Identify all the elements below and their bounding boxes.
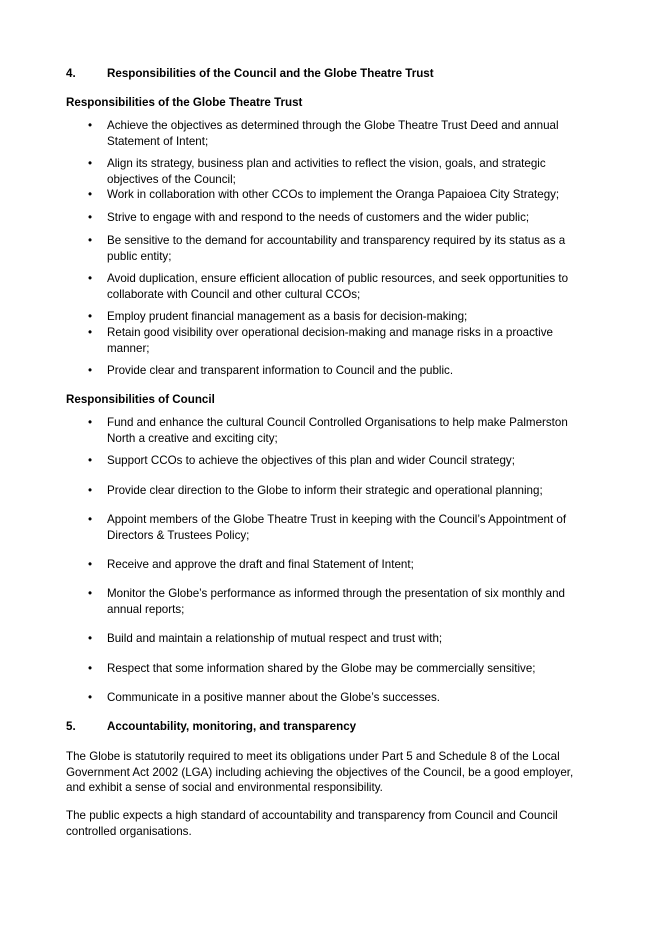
council-item-6: Monitor the Globe’s performance as informed through the presentation of six monthly and annual reports; xyxy=(107,587,565,616)
trust-heading: Responsibilities of the Globe Theatre Trust xyxy=(66,96,303,109)
council-item-3: Provide clear direction to the Globe to inform their strategic and operational planning; xyxy=(107,484,543,497)
bullet-icon: • xyxy=(88,211,93,224)
bullet-icon: • xyxy=(88,691,93,704)
trust-item-1: Achieve the objectives as determined through the Globe Theatre Trust Deed and annual Statement of Intent; xyxy=(107,119,559,148)
section-5-title: Accountability, monitoring, and transparency xyxy=(107,720,357,733)
bullet-icon: • xyxy=(88,513,93,526)
trust-item-2: Align its strategy, business plan and activities to reflect the vision, goals, and strategic objectives of the Council; xyxy=(107,157,546,186)
council-item-4: Appoint members of the Globe Theatre Trust in keeping with the Council’s Appointment of Directors & Trustees Policy; xyxy=(107,513,567,542)
bullet-icon: • xyxy=(88,587,93,600)
trust-item-3: Work in collaboration with other CCOs to implement the Oranga Papaioea City Strategy; xyxy=(107,188,560,201)
bullet-icon: • xyxy=(88,364,93,377)
trust-item-4: Strive to engage with and respond to the needs of customers and the wider public; xyxy=(107,211,530,224)
section-5-paragraph-2: The public expects a high standard of accountability and transparency from Council and Council controlled organisations. xyxy=(66,809,558,838)
trust-item-7: Employ prudent financial management as a basis for decision-making; xyxy=(107,310,468,323)
council-item-9: Communicate in a positive manner about the Globe’s successes. xyxy=(107,691,440,704)
council-item-2: Support CCOs to achieve the objectives of this plan and wider Council strategy; xyxy=(107,454,515,467)
section-4-title: Responsibilities of the Council and the Globe Theatre Trust xyxy=(107,67,434,80)
bullet-icon: • xyxy=(88,662,93,675)
bullet-icon: • xyxy=(88,454,93,467)
bullet-icon: • xyxy=(88,484,93,497)
council-item-1: Fund and enhance the cultural Council Controlled Organisations to help make Palmerston North a creative and exciting city; xyxy=(107,416,568,445)
section-4-number: 4. xyxy=(66,67,76,80)
bullet-icon: • xyxy=(88,234,93,247)
bullet-icon: • xyxy=(88,326,93,339)
bullet-icon: • xyxy=(88,632,93,645)
trust-item-9: Provide clear and transparent information to Council and the public. xyxy=(107,364,454,377)
bullet-icon: • xyxy=(88,416,93,429)
council-item-8: Respect that some information shared by the Globe may be commercially sensitive; xyxy=(107,662,536,675)
trust-item-5: Be sensitive to the demand for accountability and transparency required by its status as a public entity; xyxy=(107,234,566,263)
bullet-icon: • xyxy=(88,558,93,571)
bullet-icon: • xyxy=(88,310,93,323)
bullet-icon: • xyxy=(88,119,93,132)
council-item-7: Build and maintain a relationship of mutual respect and trust with; xyxy=(107,632,443,645)
bullet-icon: • xyxy=(88,188,93,201)
council-item-5: Receive and approve the draft and final Statement of Intent; xyxy=(107,558,414,571)
council-heading: Responsibilities of Council xyxy=(66,393,215,406)
section-5-paragraph-1: The Globe is statutorily required to meet its obligations under Part 5 and Schedule 8 of the Local Government Act 2002 (LGA) including achieving the objectives of the Council, be a good employer, and exhibit a sense of social and environmental responsibility. xyxy=(66,750,574,794)
bullet-icon: • xyxy=(88,272,93,285)
section-5-number: 5. xyxy=(66,720,76,733)
trust-item-6: Avoid duplication, ensure efficient allocation of public resources, and seek opportunities to collaborate with Council and other cultural CCOs; xyxy=(107,272,569,301)
bullet-icon: • xyxy=(88,157,93,170)
trust-item-8: Retain good visibility over operational decision-making and manage risks in a proactive manner; xyxy=(107,326,553,355)
